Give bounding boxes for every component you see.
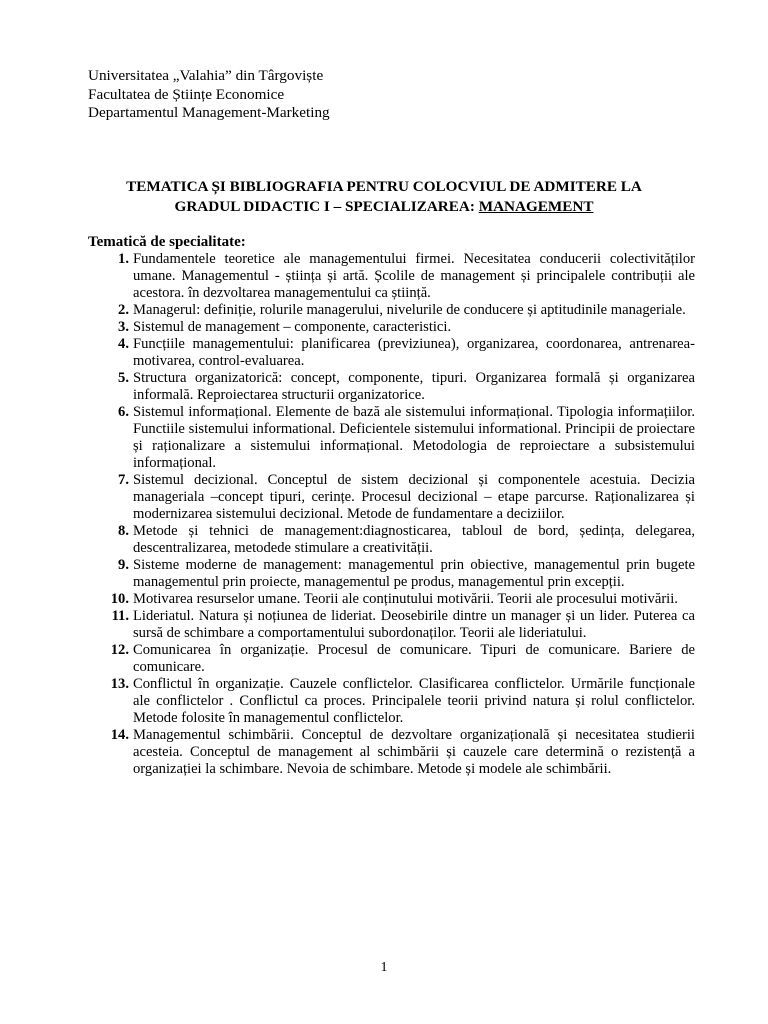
topic-list bbox=[88, 251, 695, 778]
topic-number: 10. bbox=[110, 591, 129, 607]
topic-text: Structura organizatorică: concept, componente, tipuri. Organizarea formală și organizarea informală. Reproiectarea structurii organizatorice. bbox=[133, 370, 695, 403]
university-name: Universitatea „Valahia” din Târgoviște bbox=[88, 67, 324, 84]
topic-text: Metode și tehnici de management:diagnosticarea, tabloul de bord, ședința, delegarea, descentralizarea, metodede stimulare a creativității. bbox=[133, 523, 695, 556]
topic-item bbox=[88, 251, 695, 302]
topic-text: Funcțiile managementului: planificarea (previziunea), organizarea, coordonarea, antrenarea-motivarea, control-evaluarea. bbox=[133, 336, 695, 369]
topic-text: Sistemul decizional. Conceptul de sistem decizional și componentele acestuia. Decizia manageriala –concept tipuri, cerințe. Procesul decizional – etape parcurse. Raționalizarea și modernizarea sistemului decizional. Metode de fundamentare a deciziilor. bbox=[133, 472, 695, 522]
topic-text: Sistemul informațional. Elemente de bază ale sistemului informațional. Tipologia informațiilor. Functiile sistemului informational. Deficientele sistemului informational. Principii de proiectare și raționalizare a sistemului informațional. Metodologia de reproiectare a subsistemului informațional. bbox=[133, 404, 695, 471]
topic-item bbox=[88, 676, 695, 727]
topic-item bbox=[88, 370, 695, 404]
topic-number: 5. bbox=[118, 370, 129, 386]
topic-text: Sistemul de management – componente, caracteristici. bbox=[133, 319, 452, 335]
department-name: Departamentul Management-Marketing bbox=[88, 104, 330, 121]
topic-number: 14. bbox=[110, 727, 129, 743]
topic-text: Conflictul în organizație. Cauzele conflictelor. Clasificarea conflictelor. Urmările funcționale ale conflictelor . Conflictul ca proces. Principalele teorii privind natura și rolul conflictelor. Metode folosite în managementul conflictelor. bbox=[133, 676, 695, 726]
topic-item bbox=[88, 557, 695, 591]
title-specialization: MANAGEMENT bbox=[478, 198, 594, 215]
topic-number: 3. bbox=[118, 319, 129, 335]
title-line-2-prefix: GRADUL DIDACTIC I – SPECIALIZAREA: bbox=[174, 198, 479, 215]
topic-item bbox=[88, 523, 695, 557]
section-title: Tematică de specialitate: bbox=[88, 234, 246, 250]
institution-header bbox=[88, 67, 330, 123]
topic-item bbox=[88, 319, 695, 336]
topic-number: 13. bbox=[110, 676, 129, 692]
topic-item bbox=[88, 608, 695, 642]
topic-item bbox=[88, 472, 695, 523]
topic-number: 8. bbox=[118, 523, 129, 539]
topic-item bbox=[88, 727, 695, 778]
topic-number: 11. bbox=[111, 608, 129, 624]
topic-item bbox=[88, 404, 695, 472]
topic-text: Comunicarea în organizație. Procesul de comunicare. Tipuri de comunicare. Bariere de comunicare. bbox=[133, 642, 695, 675]
topic-text: Managementul schimbării. Conceptul de dezvoltare organizațională și necesitatea studierii acesteia. Conceptul de management al schimbării și cauzele care determină o rezistență a organizației la schimbare. Nevoia de schimbare. Metode și modele ale schimbării. bbox=[133, 727, 695, 777]
topic-item bbox=[88, 302, 695, 319]
topic-item bbox=[88, 336, 695, 370]
topic-number: 1. bbox=[118, 251, 129, 267]
topic-text: Managerul: definiție, rolurile managerului, nivelurile de conducere și aptitudinile manageriale. bbox=[133, 302, 686, 318]
document-title bbox=[60, 177, 708, 217]
topic-number: 4. bbox=[118, 336, 129, 352]
topic-text: Motivarea resurselor umane. Teorii ale conținutului motivării. Teorii ale procesului motivării. bbox=[133, 591, 678, 607]
topic-number: 9. bbox=[118, 557, 129, 573]
topic-number: 12. bbox=[110, 642, 129, 658]
topic-number: 6. bbox=[118, 404, 129, 420]
topic-item bbox=[88, 642, 695, 676]
title-line-2 bbox=[60, 197, 708, 217]
topic-text: Sisteme moderne de management: managementul prin obiective, managementul prin bugete managementul prin proiecte, managementul pe produs, managementul prin excepții. bbox=[133, 557, 695, 590]
topic-number: 2. bbox=[118, 302, 129, 318]
faculty-name: Facultatea de Științe Economice bbox=[88, 85, 285, 103]
page-number: 1 bbox=[380, 960, 388, 975]
topic-text: Fundamentele teoretice ale managementului firmei. Necesitatea conducerii colectivităților umane. Managementul - știința și artă. Școlile de management și principalele contribuții ale acestora. în dezvoltarea managementului ca știință. bbox=[133, 251, 695, 301]
topic-item bbox=[88, 591, 695, 608]
topic-number: 7. bbox=[118, 472, 129, 488]
topic-text: Lideriatul. Natura și noțiunea de lideriat. Deosebirile dintre un manager și un lider. Puterea ca sursă de schimbare a comportamentului subordonaților. Teorii ale lideriatului. bbox=[133, 608, 695, 641]
title-line-1: TEMATICA ȘI BIBLIOGRAFIA PENTRU COLOCVIUL DE ADMITERE LA bbox=[126, 178, 642, 195]
